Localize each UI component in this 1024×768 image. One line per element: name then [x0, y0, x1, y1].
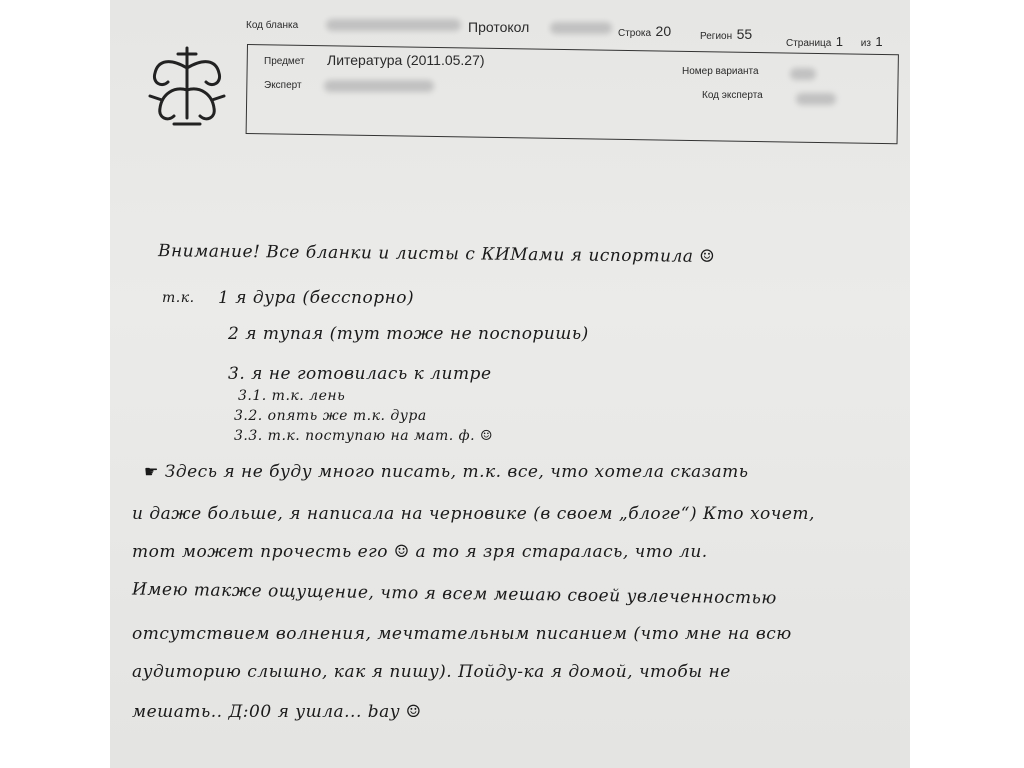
- paragraph-line-5: отсутствием волнения, мечтательным писанием (что мне на всю: [132, 624, 792, 644]
- list-item-3-2: 3.2. опять же т.к. дура: [234, 408, 427, 424]
- list-item-3: 3. я не готовилась к литре: [228, 364, 492, 384]
- subject-label: Предмет: [264, 56, 305, 67]
- of-value: 1: [875, 34, 883, 49]
- page-value: 1: [835, 34, 844, 49]
- form-code-redacted: [326, 19, 461, 31]
- list-item-3-1: 3.1. т.к. лень: [238, 388, 346, 404]
- paragraph-line-3: тот может прочесть его ☺ а то я зря старалась, что ли.: [132, 542, 708, 562]
- hand-mark-icon: ☛: [144, 462, 159, 481]
- expert-code-redacted: [796, 93, 836, 105]
- paragraph-line-1: Здесь я не буду много писать, т.к. все, что хотела сказать: [164, 462, 749, 482]
- form-code-label: Код бланка: [246, 20, 299, 31]
- list-item-2: 2 я тупая (тут тоже не поспоришь): [228, 324, 589, 344]
- row-value: 20: [655, 23, 672, 39]
- list-item-1: 1 я дура (бесспорно): [218, 288, 415, 308]
- region-label: Регион: [700, 31, 733, 42]
- variant-label: Номер варианта: [682, 66, 759, 77]
- attention-line: Внимание! Все бланки и листы с КИМами я испортила ☺: [157, 241, 716, 267]
- row-label: Строка: [618, 28, 652, 39]
- list-prefix: т.к.: [162, 290, 195, 306]
- of-label: из: [860, 38, 871, 49]
- paragraph-line-2: и даже больше, я написала на черновике (в своем „блоге“) Кто хочет,: [132, 504, 815, 524]
- paragraph-line-6: аудиторию слышно, как я пишу). Пойду-ка я домой, чтобы не: [132, 662, 731, 682]
- expert-redacted: [324, 80, 434, 92]
- protocol-redacted: [550, 22, 612, 34]
- region-value: 55: [736, 26, 753, 42]
- paragraph-line-7: мешать.. Д:00 я ушла... bay ☺: [132, 702, 422, 722]
- paragraph-line-4: Имею также ощущение, что я всем мешаю своей увлеченностью: [131, 579, 777, 609]
- expert-label: Эксперт: [264, 80, 302, 91]
- exam-sheet: [110, 0, 910, 768]
- emblem-icon: [140, 38, 235, 133]
- variant-redacted: [790, 68, 816, 80]
- subject-value: Литература (2011.05.27): [327, 52, 485, 68]
- page-label: Страница: [786, 38, 832, 49]
- expert-code-label: Код эксперта: [702, 90, 763, 101]
- list-item-3-3: 3.3. т.к. поступаю на мат. ф. ☺: [234, 428, 494, 444]
- protocol-label: Протокол: [468, 19, 530, 35]
